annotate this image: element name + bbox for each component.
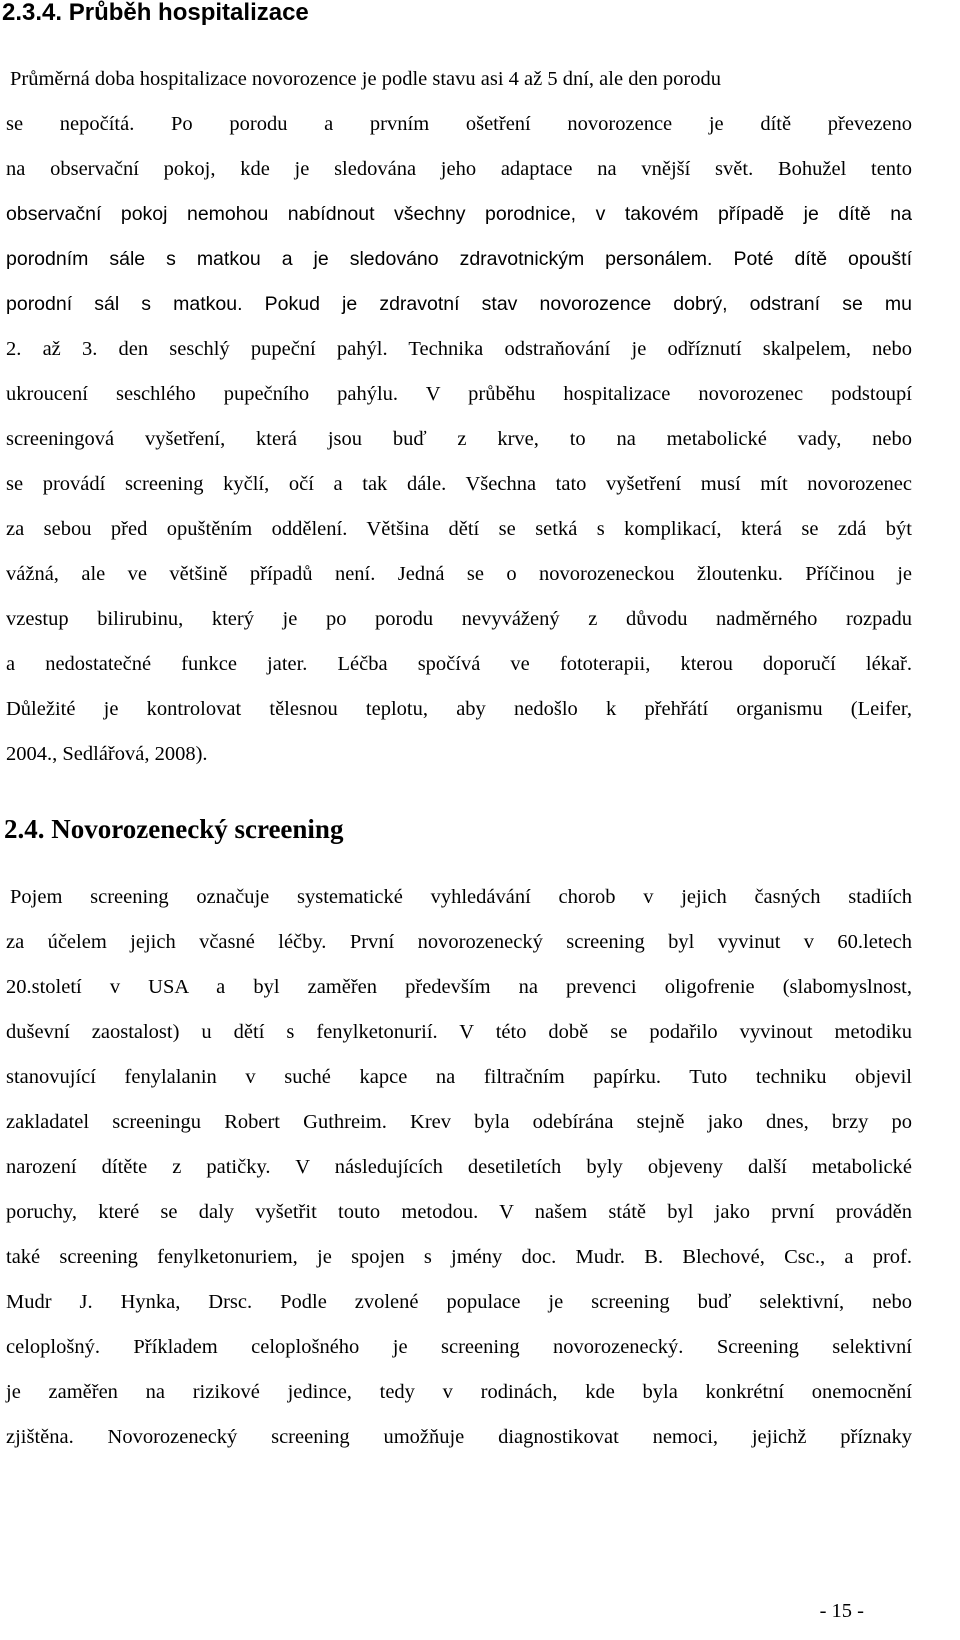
text-line: vzestup bilirubinu, který je po porodu nevyvážený z důvodu nadměrného rozpadu (6, 608, 912, 630)
text-line: zakladatel screeningu Robert Guthreim. Krev byla odebírána stejně jako dnes, brzy po (6, 1111, 912, 1133)
text-line: duševní zaostalost) u dětí s fenylketonurií. V této době se podařilo vyvinout metodiku (6, 1021, 912, 1043)
text-line: se provádí screening kyčlí, očí a tak dále. Všechna tato vyšetření musí mít novorozenec (6, 473, 912, 495)
text-line: porodním sále s matkou a je sledováno zdravotnickým personálem. Poté dítě opouští (6, 248, 912, 270)
text-line: screeningová vyšetření, která jsou buď z krve, to na metabolické vady, nebo (6, 428, 912, 450)
text-line: stanovující fenylalanin v suché kapce na filtračním papírku. Tuto techniku objevil (6, 1066, 912, 1088)
section-heading: 2.3.4. Průběh hospitalizace (2, 0, 309, 26)
text-line: a nedostatečné funkce jater. Léčba spočívá ve fototerapii, kterou doporučí lékař. (6, 653, 912, 675)
text-line: poruchy, které se daly vyšetřit touto metodou. V našem státě byl jako první prováděn (6, 1201, 912, 1223)
text-line: 20.století v USA a byl zaměřen především na prevenci oligofrenie (slabomyslnost, (6, 976, 912, 998)
text-line: narození dítěte z patičky. V následujících desetiletích byly objeveny další metabolické (6, 1156, 912, 1178)
text-line: 2004., Sedlářová, 2008). (6, 743, 208, 765)
text-line: zjištěna. Novorozenecký screening umožňuje diagnostikovat nemoci, jejichž příznaky (6, 1426, 912, 1448)
text-line: na observační pokoj, kde je sledována jeho adaptace na vnější svět. Bohužel tento (6, 158, 912, 180)
text-line: za sebou před opuštěním oddělení. Většina dětí se setká s komplikací, která se zdá být (6, 518, 912, 540)
text-line: za účelem jejich včasné léčby. První novorozenecký screening byl vyvinut v 60.letech (6, 931, 912, 953)
text-line: ukroucení seschlého pupečního pahýlu. V průběhu hospitalizace novorozenec podstoupí (6, 383, 912, 405)
text-line: Průměrná doba hospitalizace novorozence je podle stavu asi 4 až 5 dní, ale den porodu (10, 68, 721, 90)
text-line: se nepočítá. Po porodu a prvním ošetření novorozence je dítě převezeno (6, 113, 912, 135)
text-line: porodní sál s matkou. Pokud je zdravotní stav novorozence dobrý, odstraní se mu (6, 293, 912, 315)
text-line: také screening fenylketonuriem, je spojen s jmény doc. Mudr. B. Blechové, Csc., a prof. (6, 1246, 912, 1268)
page-number: - 15 - (819, 1600, 864, 1622)
text-line: 2. až 3. den seschlý pupeční pahýl. Technika odstraňování je odříznutí skalpelem, nebo (6, 338, 912, 360)
text-line: celoplošný. Příkladem celoplošného je screening novorozenecký. Screening selektivní (6, 1336, 912, 1358)
text-line: Důležité je kontrolovat tělesnou teplotu, aby nedošlo k přehřátí organismu (Leifer, (6, 698, 912, 720)
text-line: Mudr J. Hynka, Drsc. Podle zvolené populace je screening buď selektivní, nebo (6, 1291, 912, 1313)
text-line: je zaměřen na rizikové jedince, tedy v rodinách, kde byla konkrétní onemocnění (6, 1381, 912, 1403)
text-line: vážná, ale ve většině případů není. Jedná se o novorozeneckou žloutenku. Příčinou je (6, 563, 912, 585)
chapter-heading: 2.4. Novorozenecký screening (4, 814, 344, 844)
text-line: observační pokoj nemohou nabídnout všechny porodnice, v takovém případě je dítě na (6, 203, 912, 225)
text-line: Pojem screening označuje systematické vyhledávání chorob v jejich časných stadiích (10, 886, 912, 908)
